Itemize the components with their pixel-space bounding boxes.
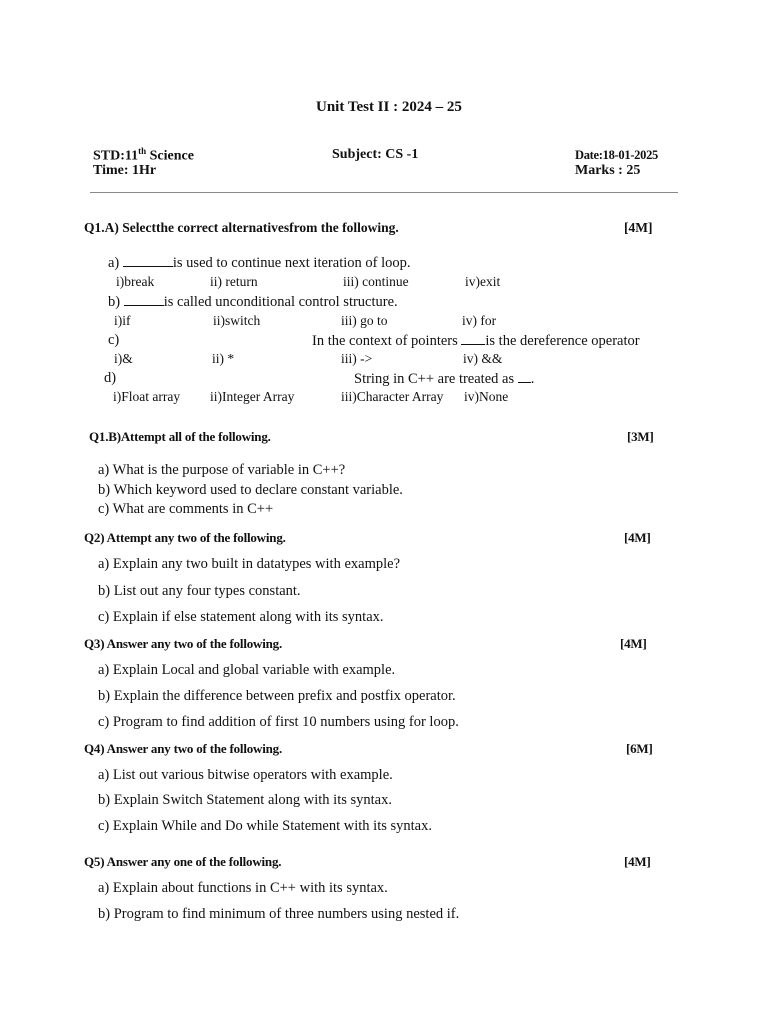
item-label: a) [108,255,123,271]
q3-marks: [4M] [620,636,647,651]
q5-item-a: a) Explain about functions in C++ with its syntax. [98,880,388,896]
answer-blank [123,254,173,267]
q4-marks: [6M] [626,741,653,756]
marks-label: Marks : 25 [575,163,641,178]
q1a-b-option-3: iii) go to [341,313,388,328]
item-text: is called unconditional control structure. [163,294,398,310]
q1a-item-c [312,332,640,350]
time-label: Time: 1Hr [93,163,157,178]
q4-item-b: b) Explain Switch Statement along with its syntax. [98,792,392,808]
item-text: . [530,371,535,387]
q1a-a-option-4: iv)exit [465,274,501,289]
q1a-c-option-4: iv) && [463,351,503,366]
q2-heading: Q2) Attempt any two of the following. [84,530,286,545]
q1b-item-c: c) What are comments in C++ [98,501,274,517]
q2-item-a: a) Explain any two built in datatypes with example? [98,556,401,572]
page-title: Unit Test II : 2024 – 25 [316,99,462,115]
q1a-d-option-1: i)Float array [113,389,181,404]
q3-item-c: c) Program to find addition of first 10 numbers using for loop. [98,714,459,730]
q1a-c-option-3: iii) -> [341,351,373,366]
q5-marks: [4M] [624,854,651,869]
q3-item-a: a) Explain Local and global variable with example. [98,662,396,678]
q3-item-b: b) Explain the difference between prefix and postfix operator. [98,688,456,704]
q1a-item-b [108,293,398,311]
q1a-marks: [4M] [624,220,653,235]
q1a-d-option-2: ii)Integer Array [210,389,295,404]
std-prefix: STD:11 [93,148,139,164]
item-text: In the context of pointers [312,333,462,349]
q2-item-b: b) List out any four types constant. [98,583,301,599]
q1a-item-a [108,254,410,272]
q1a-c-option-1: i)& [114,351,133,366]
q1a-b-option-1: i)if [114,313,131,328]
answer-blank [461,332,485,345]
std-suffix: Science [146,148,194,164]
q1a-item-d [354,370,534,388]
q2-marks: [4M] [624,530,651,545]
q1b-item-b: b) Which keyword used to declare constant variable. [98,482,403,498]
q1a-a-option-2: ii) return [210,274,258,289]
std-label [93,146,194,165]
q1a-item-c-label: c) [108,332,120,348]
q1a-b-option-2: ii)switch [213,313,261,328]
header-divider [90,192,678,193]
item-label: b) [108,294,124,310]
date-label: Date:18-01-2025 [575,148,658,162]
q1a-d-option-4: iv)None [464,389,509,404]
q1b-item-a: a) What is the purpose of variable in C++? [98,462,346,478]
q4-item-c: c) Explain While and Do while Statement with its syntax. [98,818,432,834]
q1a-a-option-1: i)break [116,274,155,289]
q1a-a-option-3: iii) continue [343,274,409,289]
q4-item-a: a) List out various bitwise operators with example. [98,767,393,783]
item-text: is the dereference operator [485,333,640,349]
answer-blank [518,370,531,383]
std-superscript: th [138,146,147,156]
answer-blank [124,293,164,306]
q3-heading: Q3) Answer any two of the following. [84,636,283,651]
subject-label: Subject: CS -1 [332,147,419,162]
item-text: is used to continue next iteration of loop. [172,255,411,271]
q1a-item-d-label: d) [104,370,117,386]
q1a-heading: Q1.A) Selectthe correct alternativesfrom the following. [84,220,399,235]
q1b-marks: [3M] [627,429,654,444]
q1a-d-option-3: iii)Character Array [341,389,444,404]
q4-heading: Q4) Answer any two of the following. [84,741,283,756]
q1a-c-option-2: ii) * [212,351,235,366]
q5-item-b: b) Program to find minimum of three numbers using nested if. [98,906,460,922]
item-text: String in C++ are treated as [354,371,518,387]
q1a-b-option-4: iv) for [462,313,497,328]
q5-heading: Q5) Answer any one of the following. [84,854,282,869]
q1b-heading: Q1.B)Attempt all of the following. [89,429,271,444]
q2-item-c: c) Explain if else statement along with its syntax. [98,609,384,625]
